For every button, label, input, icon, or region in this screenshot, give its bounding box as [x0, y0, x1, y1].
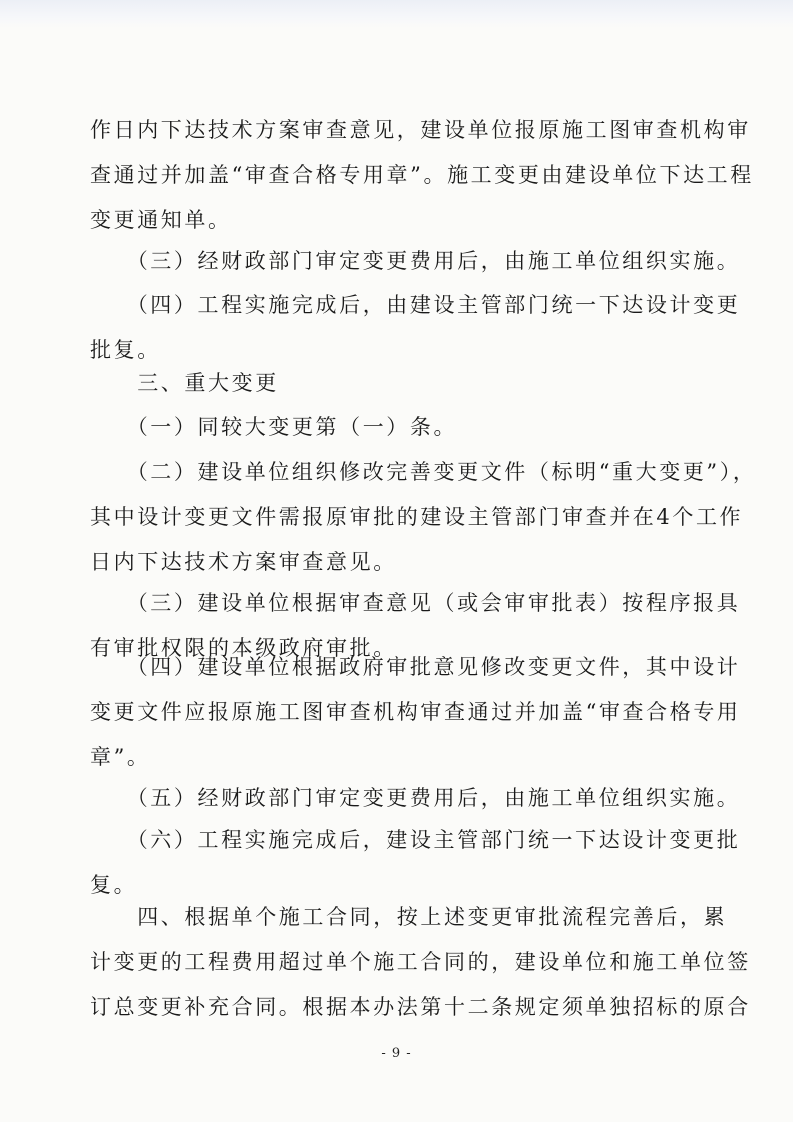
line: 章”。	[90, 745, 151, 769]
section-heading-major-change	[90, 361, 710, 406]
line: （一）同较大变更第（一）条。	[90, 415, 458, 439]
page-number: - 9 -	[381, 1046, 412, 1061]
paragraph-2	[90, 239, 741, 284]
paragraph-11	[90, 895, 751, 1030]
line: 变更文件应报原施工图审查机构审查通过并加盖“审查合格专用	[90, 700, 741, 724]
paragraph-1	[90, 108, 754, 243]
line: 作日内下达技术方案审查意见，建设单位报原施工图审查机构审	[90, 118, 751, 142]
line: （六）工程实施完成后，建设主管部门统一下达设计变更批	[90, 828, 741, 852]
line: （三）建设单位根据审查意见（或会审审批表）按程序报具	[90, 591, 741, 615]
paragraph-6	[90, 450, 757, 585]
paragraph-8	[90, 645, 741, 780]
line: 复。	[90, 873, 138, 897]
line: （四）建设单位根据政府审批意见修改变更文件，其中设计	[90, 655, 741, 679]
line: 批复。	[90, 338, 161, 362]
paragraph-5	[90, 405, 710, 450]
paragraph-9	[90, 776, 741, 821]
line: （五）经财政部门审定变更费用后，由施工单位组织实施。	[90, 786, 741, 810]
line: 四、根据单个施工合同，按上述变更审批流程完善后，累	[90, 905, 728, 929]
line: 其中设计变更文件需报原审批的建设主管部门审查并在4个工作	[90, 505, 744, 529]
line: （三）经财政部门审定变更费用后，由施工单位组织实施。	[90, 249, 741, 273]
paragraph-3	[90, 283, 741, 373]
line: 订总变更补充合同。根据本办法第十二条规定须单独招标的原合	[90, 995, 751, 1019]
line: （二）建设单位组织修改完善变更文件（标明“重大变更”），	[90, 460, 757, 484]
line: 日内下达技术方案审查意见。	[90, 550, 397, 574]
line: 变更通知单。	[90, 208, 232, 232]
line: 计变更的工程费用超过单个施工合同的，建设单位和施工单位签	[90, 950, 751, 974]
line: （四）工程实施完成后，由建设主管部门统一下达设计变更	[90, 293, 741, 317]
line: 有审批权限的本级政府审批。	[90, 636, 397, 660]
line: 查通过并加盖“审查合格专用章”。施工变更由建设单位下达工程	[90, 163, 754, 187]
line: 三、重大变更	[90, 371, 279, 395]
